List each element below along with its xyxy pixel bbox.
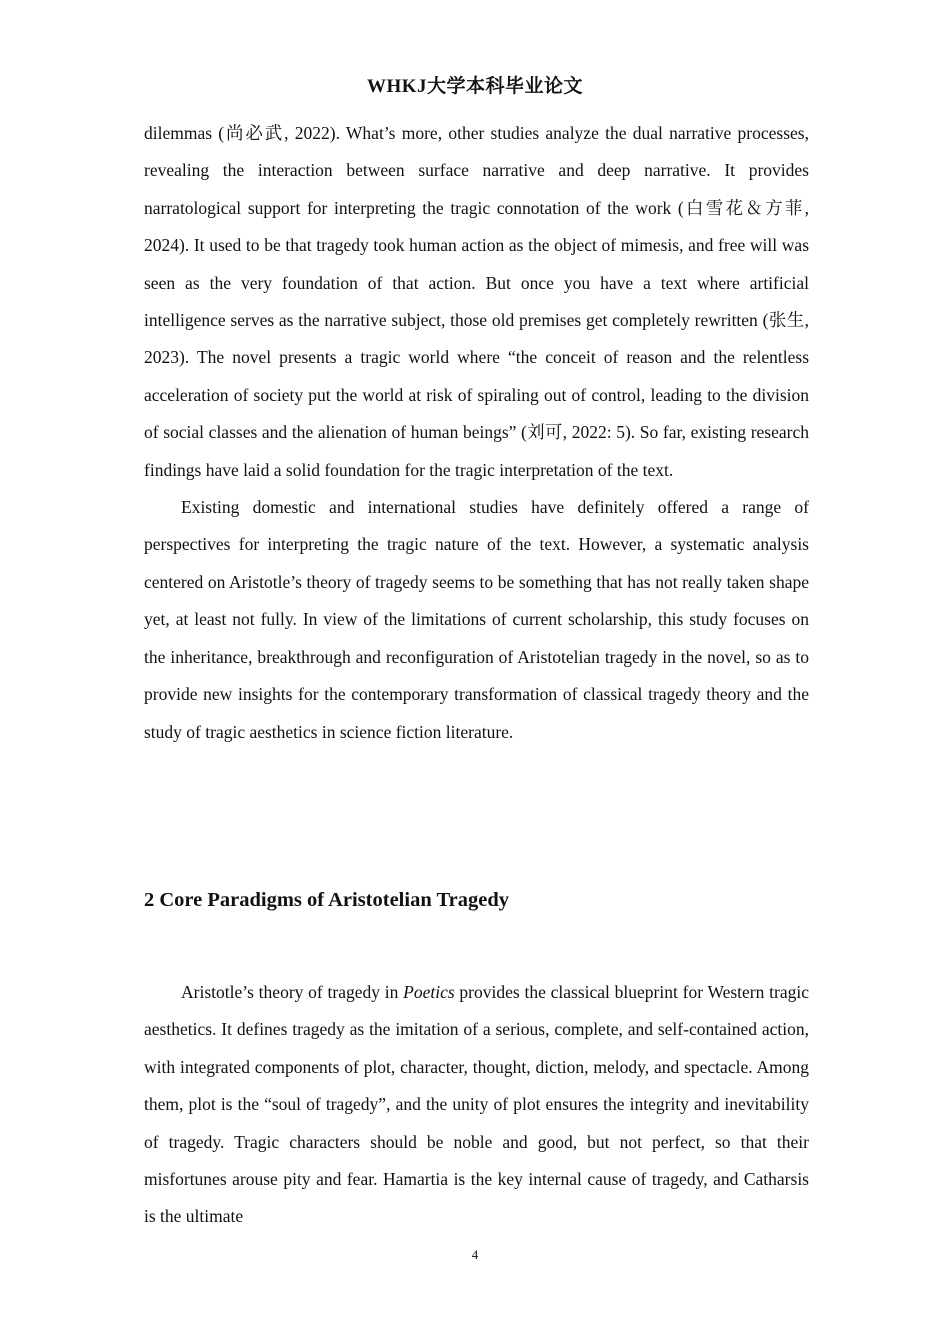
- section-paragraph-lead: Aristotle’s theory of tragedy in: [181, 982, 404, 1002]
- section-heading: 2 Core Paradigms of Aristotelian Tragedy: [144, 889, 509, 911]
- page-number: 4: [471, 1247, 479, 1262]
- section-paragraph-rest: provides the classical blueprint for Western tragic aesthetics. It defines tragedy as the imitation of a serious, complete, and self-contained action, with integrated components of plot, character, thought, diction, melody, and spectacle. Among them, plot is the “soul of tragedy”, and the unity of plot ensures the integrity and inevitability of tragedy. Tragic characters should be noble and good, but not perfect, so that their misfortunes arouse pity and fear. Hamartia is the key internal cause of tragedy, and Catharsis is the ultimate: [144, 982, 809, 1227]
- body-text: [144, 115, 809, 751]
- book-title-poetics: Poetics: [403, 982, 455, 1002]
- running-header: WHKJ大学本科毕业论文: [366, 76, 584, 97]
- section-paragraph: [144, 974, 809, 1236]
- paragraph-research-gap: Existing domestic and international studies have definitely offered a range of perspectives for interpreting the tragic nature of the text. However, a systematic analysis centered on Aristotle’s theory of tragedy seems to be something that has not really taken shape yet, at least not fully. In view of the limitations of current scholarship, this study focuses on the inheritance, breakthrough and reconfiguration of Aristotelian tragedy in the novel, so as to provide new insights for the contemporary transformation of classical tragedy theory and the study of tragic aesthetics in science fiction literature.: [144, 497, 809, 742]
- paragraph-continuation: dilemmas (尚必武, 2022). What’s more, other studies analyze the dual narrative processes, revealing the interaction between surface narrative and deep narrative. It provides narratological support for interpreting the tragic connotation of the work (白雪花＆方菲, 2024). It used to be that tragedy took human action as the object of mimesis, and free will was seen as the very foundation of that action. But once you have a text where artificial intelligence serves as the narrative subject, those old premises get completely rewritten (张生, 2023). The novel presents a tragic world where “the conceit of reason and the relentless acceleration of society put the world at risk of spiraling out of control, leading to the division of social classes and the alienation of human beings” (刘可, 2022: 5). So far, existing research findings have laid a solid foundation for the tragic interpretation of the text.: [144, 123, 809, 480]
